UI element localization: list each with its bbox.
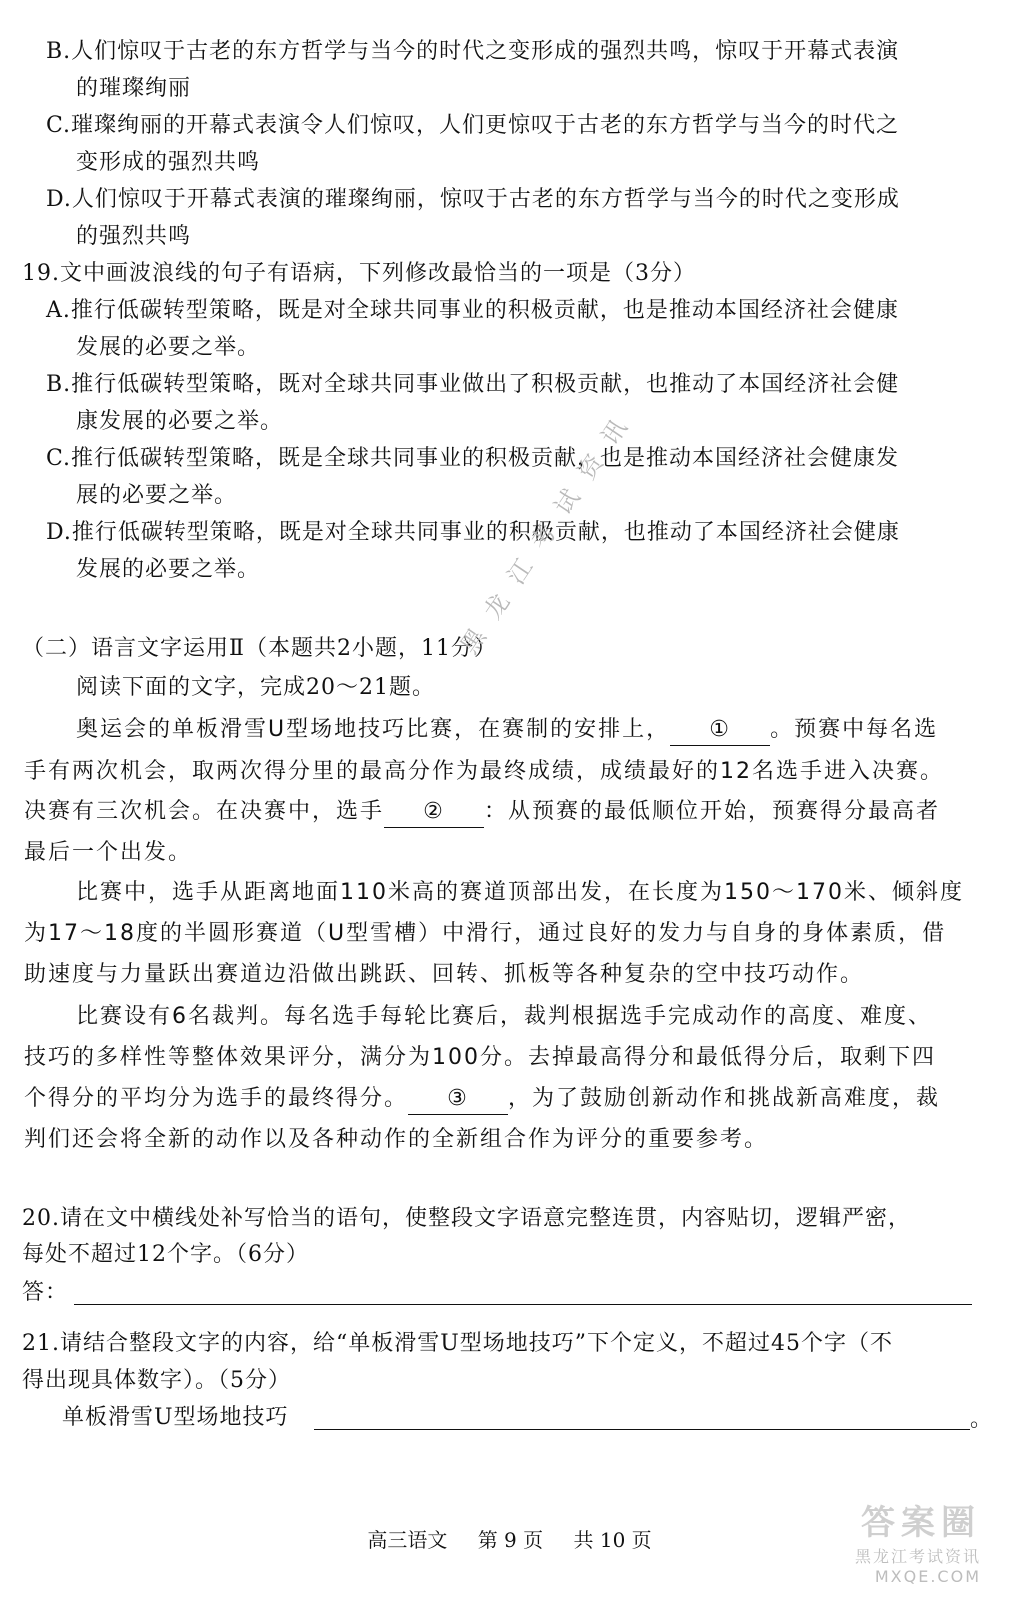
q19-option-c-line2: 展的必要之举。 xyxy=(76,483,238,508)
passage-text: 。预赛中每名选 xyxy=(770,717,939,742)
blank-2: ② xyxy=(384,797,484,828)
q19-option-d-line2: 发展的必要之举。 xyxy=(76,557,261,582)
q18-option-d-line2: 的强烈共鸣 xyxy=(76,224,192,249)
q18-option-b-line2: 的璀璨绚丽 xyxy=(76,76,192,101)
passage-text: 决赛有三次机会。在决赛中，选手 xyxy=(24,799,385,824)
q20-line1: 20.请在文中横线处补写恰当的语句，使整段文字语意完整连贯，内容贴切，逻辑严密， xyxy=(22,1206,911,1231)
passage-text: 奥运会的单板滑雪U型场地技巧比赛，在赛制的安排上， xyxy=(76,717,671,742)
passage-p1-line1 xyxy=(76,715,938,746)
q19-option-a-line2: 发展的必要之举。 xyxy=(76,335,261,360)
q18-option-b-line1: B.人们惊叹于古老的东方哲学与当今的时代之变形成的强烈共鸣，惊叹于开幕式表演 xyxy=(46,39,900,64)
passage-p3-line1: 比赛设有6名裁判。每名选手每轮比赛后，裁判根据选手完成动作的高度、难度、 xyxy=(76,1004,932,1029)
q19-option-a-line1: A.推行低碳转型策略，既是对全球共同事业的积极贡献，也是推动本国经济社会健康 xyxy=(46,298,899,323)
footer-page-number: 第 9 页 xyxy=(477,1528,544,1552)
q19-option-c-line1: C.推行低碳转型策略，既是全球共同事业的积极贡献，也是推动本国经济社会健康发 xyxy=(46,446,900,471)
q21-prompt: 单板滑雪U型场地技巧 xyxy=(62,1405,289,1430)
corner-watermark xyxy=(855,1495,981,1586)
passage-p2-line2: 为17～18度的半圆形赛道（U型雪槽）中滑行，通过良好的发力与自身的身体素质，借 xyxy=(24,921,947,946)
blank-1: ① xyxy=(670,715,770,746)
passage-p3-line4: 判们还会将全新的动作以及各种动作的全新组合作为评分的重要参考。 xyxy=(24,1127,769,1152)
passage-p1-line3 xyxy=(24,797,940,828)
diagonal-watermark: 黑龙江考试资讯 xyxy=(454,399,643,660)
q19-stem: 19.文中画波浪线的句子有语病，下列修改最恰当的一项是（3分） xyxy=(22,261,696,286)
passage-text: ：从预赛的最低顺位开始，预赛得分最高者 xyxy=(484,799,941,824)
q19-option-b-line1: B.推行低碳转型策略，既对全球共同事业做出了积极贡献，也推动了本国经济社会健 xyxy=(46,372,900,397)
stamp-source: 黑龙江考试资讯 xyxy=(854,1547,981,1566)
stamp-site: MXQE.COM xyxy=(874,1567,981,1586)
q18-option-c-line2: 变形成的强烈共鸣 xyxy=(76,150,261,175)
q20-line2: 每处不超过12个字。（6分） xyxy=(22,1242,309,1267)
q20-answer-label: 答： xyxy=(22,1280,69,1305)
section-heading: （二）语言文字运用Ⅱ（本题共2小题，11分） xyxy=(22,636,497,661)
blank-3: ③ xyxy=(408,1084,508,1115)
passage-text: 个得分的平均分为选手的最终得分。 xyxy=(24,1086,409,1111)
passage-p2-line1: 比赛中，选手从距离地面110米高的赛道顶部出发，在长度为150～170米、倾斜度 xyxy=(76,880,964,905)
passage-p1-line2: 手有两次机会，取两次得分里的最高分作为最终成绩，成绩最好的12名选手进入决赛。 xyxy=(24,759,944,784)
q20-answer-line[interactable] xyxy=(74,1304,972,1305)
passage-text: ，为了鼓励创新动作和挑战新高难度，裁 xyxy=(508,1086,941,1111)
footer-total-pages: 共 10 页 xyxy=(573,1528,652,1552)
q21-end-period: 。 xyxy=(970,1407,994,1432)
passage-p3-line2: 技巧的多样性等整体效果评分，满分为100分。去掉最高得分和最低得分后，取剩下四 xyxy=(24,1045,936,1070)
passage-p3-line3 xyxy=(24,1084,940,1115)
footer-subject: 高三语文 xyxy=(367,1528,448,1552)
q21-line1: 21.请结合整段文字的内容，给“单板滑雪U型场地技巧”下个定义，不超过45个字（不 xyxy=(22,1331,894,1356)
q19-option-d-line1: D.推行低碳转型策略，既是对全球共同事业的积极贡献，也推动了本国经济社会健康 xyxy=(46,520,900,545)
q19-option-b-line2: 康发展的必要之举。 xyxy=(76,409,284,434)
stamp-logo-text: 答案圈 xyxy=(861,1503,981,1543)
passage-p1-line4: 最后一个出发。 xyxy=(24,840,193,865)
q18-option-c-line1: C.璀璨绚丽的开幕式表演令人们惊叹，人们更惊叹于古老的东方哲学与当今的时代之 xyxy=(46,113,900,138)
section-instruction: 阅读下面的文字，完成20～21题。 xyxy=(76,675,435,700)
q18-option-d-line1: D.人们惊叹于开幕式表演的璀璨绚丽，惊叹于古老的东方哲学与当今的时代之变形成 xyxy=(46,187,900,212)
passage-p2-line3: 助速度与力量跃出赛道边沿做出跳跃、回转、抓板等各种复杂的空中技巧动作。 xyxy=(24,962,865,987)
q21-answer-line[interactable] xyxy=(314,1429,970,1430)
q21-line2: 得出现具体数字）。（5分） xyxy=(22,1368,291,1393)
